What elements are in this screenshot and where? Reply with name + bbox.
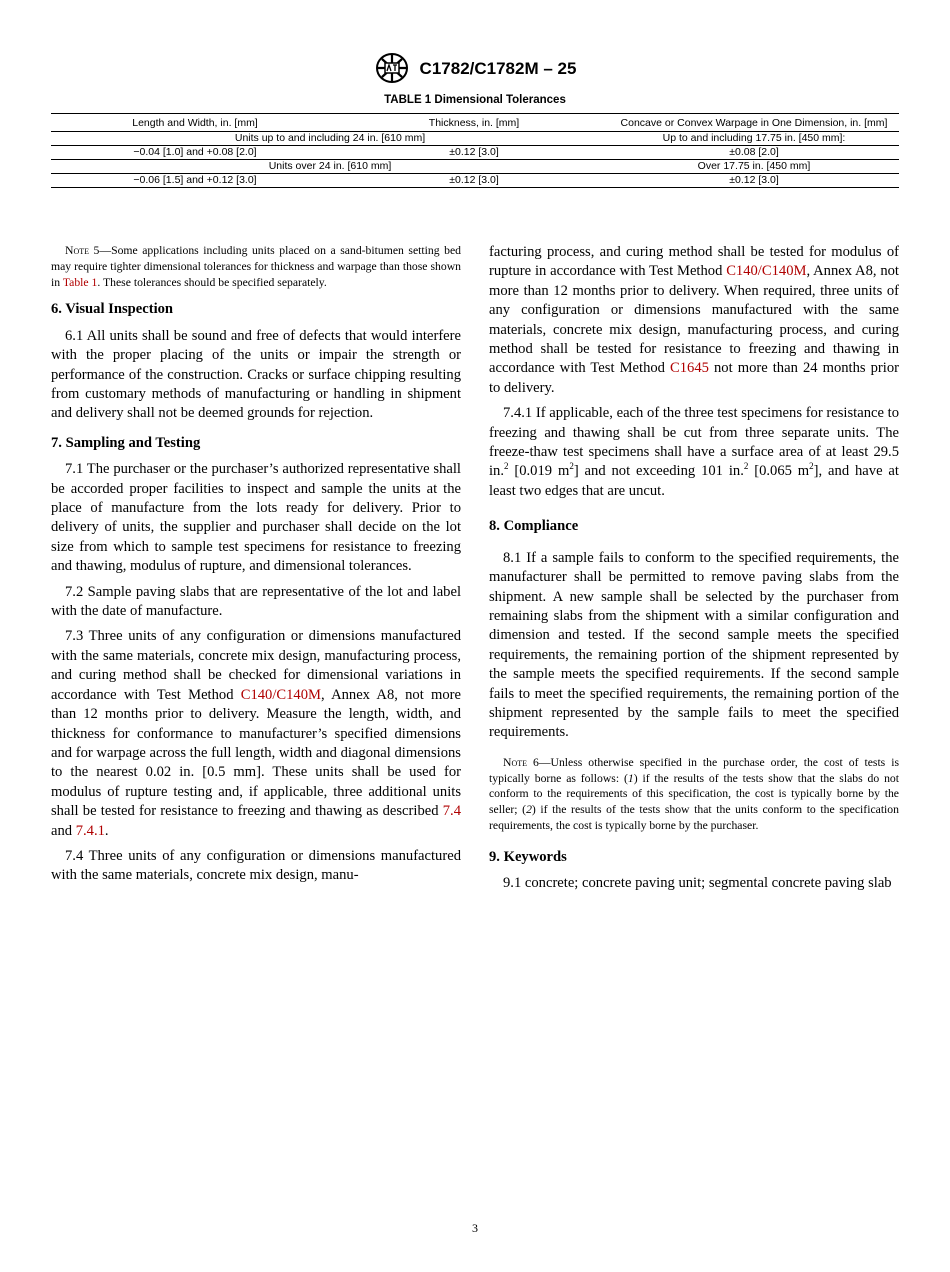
paragraph-text: and	[51, 822, 76, 839]
column-header: Length and Width, in. [mm]	[132, 117, 258, 129]
paragraph-9-1: 9.1 concrete; concrete paving unit; segmental concrete paving slab	[503, 875, 892, 892]
c140-link[interactable]: C140/C140M	[240, 686, 321, 703]
paragraph-text: ] and not exceeding 101 in.	[573, 463, 744, 480]
note-text: 2	[526, 803, 532, 817]
section-7-4-link[interactable]: 7.4	[442, 803, 461, 820]
table-group-row	[51, 160, 899, 174]
paragraph-text: ], and have at least two edges that are uncut.	[489, 463, 899, 499]
dimensional-tolerances-table	[51, 113, 899, 188]
note-text: . These tolerances should be specified separately.	[97, 275, 327, 289]
paragraph-text: , Annex A8, not more than 12 months prior to delivery. Measure the length, width, and thickness for conformance to manufacturer’s specified dimensions and for warpage across the full length, width and diagonal dimensions to the nearest 0.02 in. [0.5 mm]. These units shall be used for modulus of rupture testing and, if applicable, three additional units shall be tested for resistance to freezing and thawing as described	[51, 686, 461, 820]
column-header: Concave or Convex Warpage in One Dimension, in. [mm]	[620, 117, 888, 129]
paragraph-6-1: 6.1 All units shall be sound and free of defects that would interfere with the proper placing of the units or impair the strength or performance of the construction. Cracks or surface chipping resulting from customary methods of manufacturing or handling in shipment and delivery shall not be deemed grounds for rejection.	[51, 327, 461, 422]
note-text: ) if the results of the tests show that the units conform to the specification requirements, the cost is typically borne by the purchaser.	[489, 803, 899, 832]
table-group-row	[51, 132, 899, 146]
astm-logo-icon	[374, 52, 410, 84]
note-5	[51, 243, 461, 290]
column-header: Thickness, in. [mm]	[428, 117, 520, 129]
table-row	[51, 174, 899, 188]
table-cell: ±0.12 [3.0]	[449, 146, 499, 158]
note-6	[489, 755, 899, 834]
table-title: TABLE 1 Dimensional Tolerances	[384, 94, 566, 106]
note-label: Note 5	[65, 244, 100, 257]
superscript: 2	[504, 461, 509, 472]
paragraph-7-4-start: 7.4 Three units of any configuration or dimensions manufactured with the same materials, concrete mix design, manu-	[51, 847, 461, 884]
paragraph-text: [0.019 m	[508, 463, 570, 480]
paragraph-7-4-continued	[489, 243, 899, 398]
table-1-link[interactable]: Table 1	[62, 275, 98, 289]
paragraph-text: not more than 24 months prior to delivery.	[489, 360, 899, 396]
paragraph-8-1: 8.1 If a sample fails to conform to the specified requirements, the manufacturer shall be permitted to remove paving slabs from the shipment. A new sample shall be selected by the purchaser from remaining slabs from the shipment with a similar configuration and dimension and tested. If the second sample meets the specified requirements, the remaining portion of the shipment represented by the sample meets the specified requirements. If the second sample fails to meet the specified requirements, the remaining portion of the shipment represented by the sample fails to meet the specified requirements.	[489, 549, 899, 741]
table-cell: ±0.08 [2.0]	[729, 146, 779, 158]
paragraph-7-2: 7.2 Sample paving slabs that are representative of the lot and label with the date of manufacture.	[51, 583, 461, 620]
note-text: —Unless otherwise specified in the purchase order, the cost of tests is typically borne as follows: (	[489, 755, 899, 785]
paragraph-text: , Annex A8, not more than 12 months prior to delivery. When required, three units of any configuration or dimensions manufactured with the same materials, concrete mix design, manufacturing process, and curing method shall be tested for resistance to freezing and thawing in accordance with Test Method	[489, 263, 899, 377]
table-cell: −0.06 [1.5] and +0.12 [3.0]	[133, 174, 257, 186]
superscript: 2	[743, 461, 749, 472]
page-number: 3	[472, 1221, 478, 1235]
note-text: —Some applications including units placed on a sand-bitumen setting bed may require tighter dimensional tolerances for thickness and warpage than those shown in	[51, 244, 461, 289]
table-cell: ±0.12 [3.0]	[729, 174, 779, 186]
paragraph-text: [0.065 m	[748, 463, 810, 480]
paragraph-text: 7.4.1 If applicable, each of the three test specimens for resistance to freezing and thawing shall be cut from three separate units. The freeze-thaw test specimens shall have a surface area of at least 29.5 in.	[489, 405, 899, 480]
section-7-4-1-link[interactable]: 7.4.1	[75, 822, 105, 839]
paragraph-7-3	[51, 627, 461, 840]
paragraph-7-1: 7.1 The purchaser or the purchaser’s authorized representative shall be accorded proper facilities to inspect and sample the units at the place of manufacture from the lots ready for delivery. Prior to delivery of units, the supplier and purchaser shall decide on the lot size from which to sample test specimens for resistance to freezing and thawing, modulus of rupture, and dimensional tolerances.	[51, 461, 461, 575]
section-9-heading: 9. Keywords	[489, 848, 567, 865]
table-cell: Over 17.75 in. [450 mm]	[697, 160, 811, 172]
superscript: 2	[809, 461, 814, 472]
c140-link[interactable]: C140/C140M	[726, 263, 807, 280]
note-text: 1	[627, 771, 634, 785]
table-cell: Up to and including 17.75 in. [450 mm]:	[662, 132, 846, 144]
table-row	[51, 146, 899, 160]
paragraph-text: 7.3 Three units of any configuration or dimensions manufactured with the same materials, concrete mix design, manufacturing process, and curing method shall be checked for dimensional variations in accordance with Test Method	[51, 628, 461, 703]
note-label: Note 6	[503, 755, 539, 769]
paragraph-text: facturing process, and curing method shall be tested for modulus of rupture in accordance with Test Method	[489, 244, 899, 280]
c1645-link[interactable]: C1645	[670, 360, 709, 377]
section-6-heading: 6. Visual Inspection	[51, 301, 174, 318]
paragraph-7-4-1	[489, 404, 899, 501]
table-cell: ±0.12 [3.0]	[449, 174, 499, 186]
paragraph-text: .	[104, 822, 109, 839]
table-cell: −0.04 [1.0] and +0.08 [2.0]	[133, 146, 257, 158]
table-cell: Units over 24 in. [610 mm]	[268, 160, 392, 172]
left-column	[51, 243, 461, 892]
section-8-heading: 8. Compliance	[489, 518, 579, 535]
superscript: 2	[569, 461, 574, 472]
section-7-heading: 7. Sampling and Testing	[51, 434, 201, 451]
table-header-row	[51, 114, 899, 132]
right-column	[489, 243, 899, 900]
note-text: ) if the results of the tests show that the slabs do not conform to the requirements of this specification, the cost is typically borne by the seller; (	[489, 771, 900, 817]
table-cell: Units up to and including 24 in. [610 mm]	[234, 132, 426, 144]
page-header	[0, 52, 950, 84]
document-designation: C1782/C1782M – 25	[419, 59, 577, 78]
